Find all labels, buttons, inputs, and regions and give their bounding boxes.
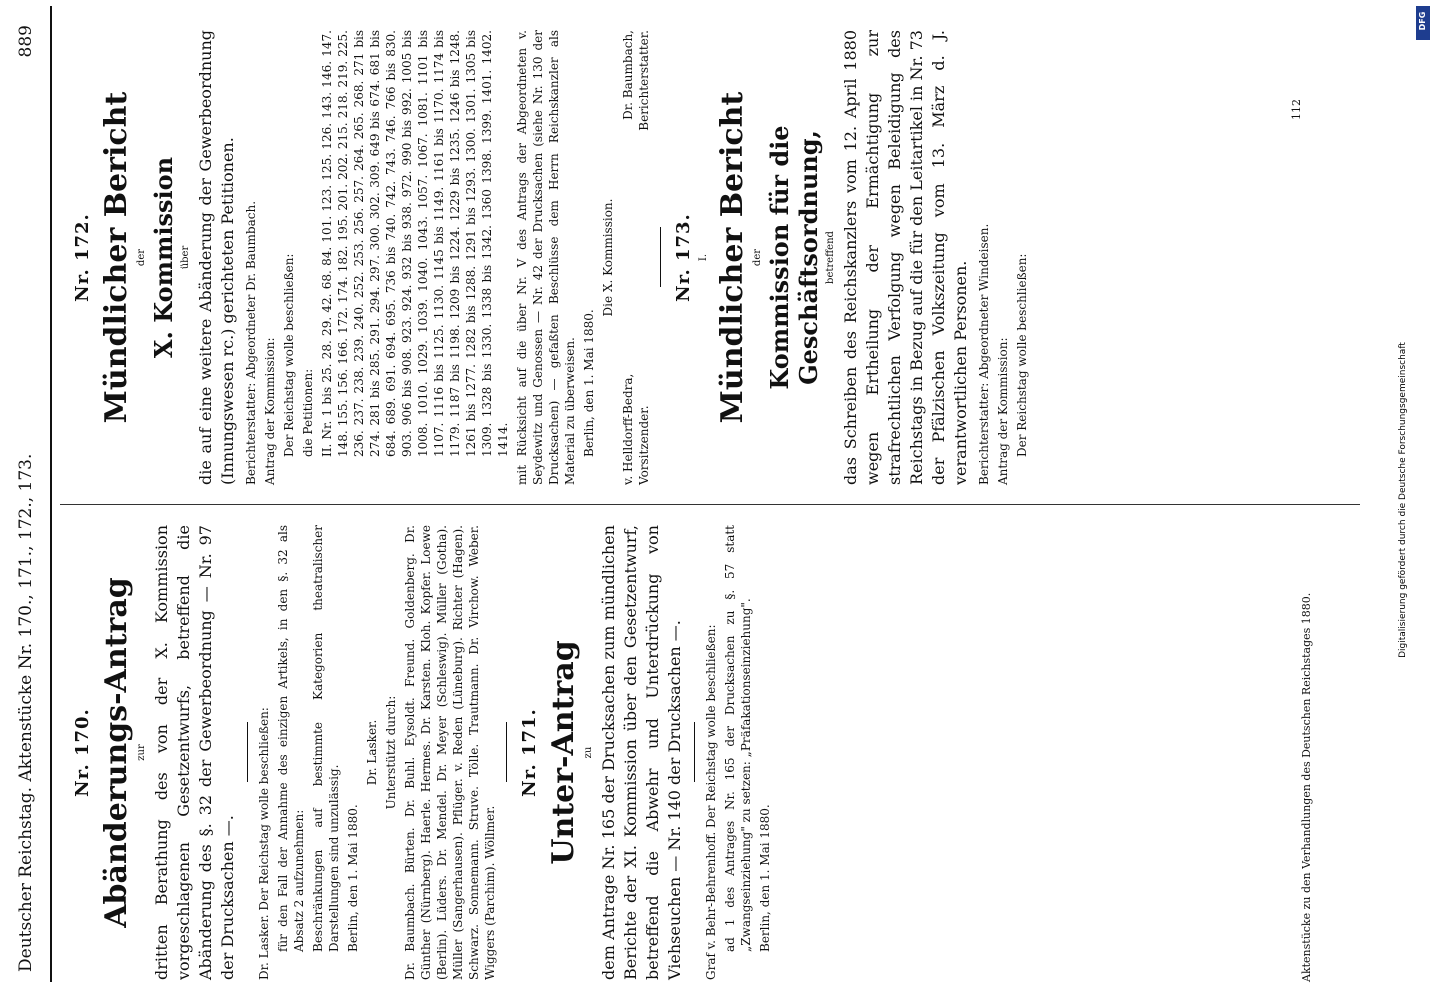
zur-label: zur — [136, 744, 147, 761]
sign1: Dr. Lasker. — [365, 719, 379, 786]
title170: Abänderungs-Antrag — [99, 577, 134, 928]
supporters: Dr. Baumbach. Bürten. Dr. Buhl. Eysoldt. Freund. Goldenberg. Dr. Günther (Nürnberg). Haerle. Hermes. Dr. Karsten. Kloh. Kopfer. Loewe (Berlin). Lüders. Dr. Mendel. Dr. Meyer (Schleswig). Müller (Gotha). Müller (Sangerhausen). Pflüger. v. Reden (Lüneburg). Richter (Hagen). Schwarz. Sonnemann. Struve. Tölle. Trautmann. Dr. Virchow. Weber. Wiggers (Parchim). Wöllmer. — [403, 525, 497, 980]
der-label: der — [136, 248, 147, 267]
separator — [694, 723, 695, 783]
lasker-lead: Dr. Lasker. Der Reichstag wolle beschließen: — [257, 707, 271, 980]
date3: Berlin, den 1. Mai 1880. — [582, 309, 596, 457]
separator — [247, 723, 248, 783]
footer: Aktenstücke zu den Verhandlungen des Deutschen Reichstages 1880. — [1300, 592, 1313, 982]
date1: Berlin, den 1. Mai 1880. — [346, 804, 360, 952]
digitization-credit: Digitalisierung gefördert durch die Deutsche Forschungsgemeinschaft — [1398, 342, 1408, 658]
beschliessen: Der Reichstag wolle beschließen: — [282, 253, 296, 457]
antrag2: Antrag der Kommission: — [996, 337, 1010, 485]
berichterstatter2: Berichterstatter: Abgeordneter Windeisen. — [977, 223, 991, 485]
kommission173: Kommission für die Geschäftsordnung, — [765, 125, 823, 390]
signatures — [620, 30, 652, 485]
roman-numeral: I. — [698, 253, 709, 262]
separator — [660, 228, 661, 288]
zu-label: zu — [583, 746, 594, 759]
der2-label: der — [752, 248, 763, 267]
nr172-heading: Nr. 172. — [72, 213, 93, 302]
lasker-text: für den Fall der Annahme des einzigen Artikels, in den §. 32 als Absatz 2 aufzunehmen: — [276, 525, 306, 952]
intro173: das Schreiben des Reichskanzlers vom 12. April 1880 wegen Ertheilung der Ermächtigung zur strafrechtlichen Verfolgung wegen Beleidigung des Reichstags in Bezug auf die für den Leitartikel in Nr. 73 der Pfälzischen Volkszeitung vom 13. März d. J. verantwortlichen Personen. — [841, 30, 970, 485]
intro170: dritten Berathung des von der X. Kommission vorgeschlagenen Gesetzentwurfs, betreffend die Abänderung des §. 32 der Gewerbeordnung — Nr. 97 der Drucksachen —. — [152, 525, 237, 980]
signature-number: 112 — [1290, 99, 1303, 120]
graf-lead: Graf v. Behr-Behrenhoff. Der Reichstag wolle beschließen: — [704, 624, 718, 980]
petition-list: II. Nr. 1 bis 25. 28. 29. 42. 68. 84. 101. 123. 125. 126. 143. 146. 147. 148. 155. 156. 166. 172. 174. 182. 195. 201. 202. 215. 218. 219. 225. 236. 237. 238. 239. 240. 252. 253. 256. 257. 264. 265. 268. 271 bis 274. 281 bis 285. 291. 294. 297. 300. 302. 309. 649 bis 674. 681 bis 684. 689. 691. 694. 695. 736 bis 740. 742. 743. 746. 766 bis 830. 903. 906 bis 908. 923. 924. 932 bis 938. 972. 990 bis 992. 1005 bis 1008. 1010. 1029. 1039. 1040. 1043. 1057. 1067. 1081. 1101 bis 1107. 1116 bis 1125. 1130. 1145 bis 1149. 1161 bis 1170. 1174 bis 1179. 1187 bis 1198. 1209 bis 1224. 1229 bis 1235. 1246 bis 1248. 1261 bis 1277. 1282 bis 1288. 1291 bis 1293. 1300. 1301. 1305 bis 1309. 1328 bis 1330. 1338 bis 1342. 1360 1398. 1399. 1401. 1402. 1414. — [320, 30, 510, 457]
intro172: die auf eine weitere Abänderung der Gewerbeordnung (Innungswesen rc.) gerichteten Petitionen. — [196, 30, 237, 485]
beschliessen2: Der Reichstag wolle beschließen: — [1015, 253, 1029, 457]
quote: Beschränkungen auf bestimmte Kategorien theatralischer Darstellungen sind unzulässig. — [311, 525, 341, 952]
header-left: Deutscher Reichstag. Aktenstücke Nr. 170., 171., 172., 173. — [16, 453, 36, 972]
dfg-logo-text: DFG — [1418, 11, 1427, 31]
column-divider — [60, 504, 1360, 505]
komm-sign: Die X. Kommission. — [601, 198, 615, 317]
title172: Mündlicher Bericht — [99, 91, 134, 424]
support-label: Unterstützt durch: — [384, 695, 398, 810]
ueber-label: über — [180, 245, 191, 270]
chair-signature — [620, 374, 652, 485]
header-page-number: 889 — [16, 25, 36, 58]
petitionen-label: die Petitionen: — [301, 368, 315, 457]
reporter-name: Dr. Baumbach, — [621, 30, 635, 120]
betreffend-label: betreffend — [825, 231, 836, 284]
antrag-lead: Antrag der Kommission: — [263, 337, 277, 485]
petition-tail: mit Rücksicht auf die über Nr. V des Antrags der Abgeordneten v. Seydewitz und Genossen — Nr. 42 der Drucksachen (siehe Nr. 130 der Drucksachen) — gefaßten Beschlüsse dem Herrn Reichskanzler als Material zu überweisen. — [515, 30, 577, 485]
right-column — [60, 30, 1033, 485]
title173: Mündlicher Bericht — [715, 91, 750, 424]
reporter-signature — [620, 30, 652, 131]
separator — [506, 723, 507, 783]
nr171-heading: Nr. 171. — [519, 708, 540, 797]
reporter-role: Berichterstatter. — [637, 30, 651, 131]
nr170-heading: Nr. 170. — [72, 708, 93, 797]
berichterstatter: Berichterstatter: Abgeordneter Dr. Baumbach. — [244, 200, 258, 485]
chair-role: Vorsitzender. — [637, 405, 651, 485]
date2: Berlin, den 1. Mai 1880. — [758, 804, 772, 952]
header-rule — [50, 6, 52, 982]
nr173-heading: Nr. 173. — [673, 213, 694, 302]
graf-text: ad 1 des Antrages Nr. 165 der Drucksachen zu §. 57 statt „Zwangseinziehung" zu setzen: „Präfakationseinziehung". — [723, 525, 753, 952]
left-column — [60, 525, 776, 980]
chair-name: v. Helldorff-Bedra, — [621, 373, 635, 485]
running-header — [6, 15, 46, 990]
intro171: dem Antrage Nr. 165 der Drucksachen zum mündlichen Berichte der XI. Kommission über den Gesetzentwurf, betreffend die Abwehr und Unterdrückung von Viehseuchen — Nr. 140 der Drucksachen —. — [599, 525, 684, 980]
kommission-label: X. Kommission — [149, 156, 178, 359]
title171: Unter-Antrag — [546, 640, 581, 865]
